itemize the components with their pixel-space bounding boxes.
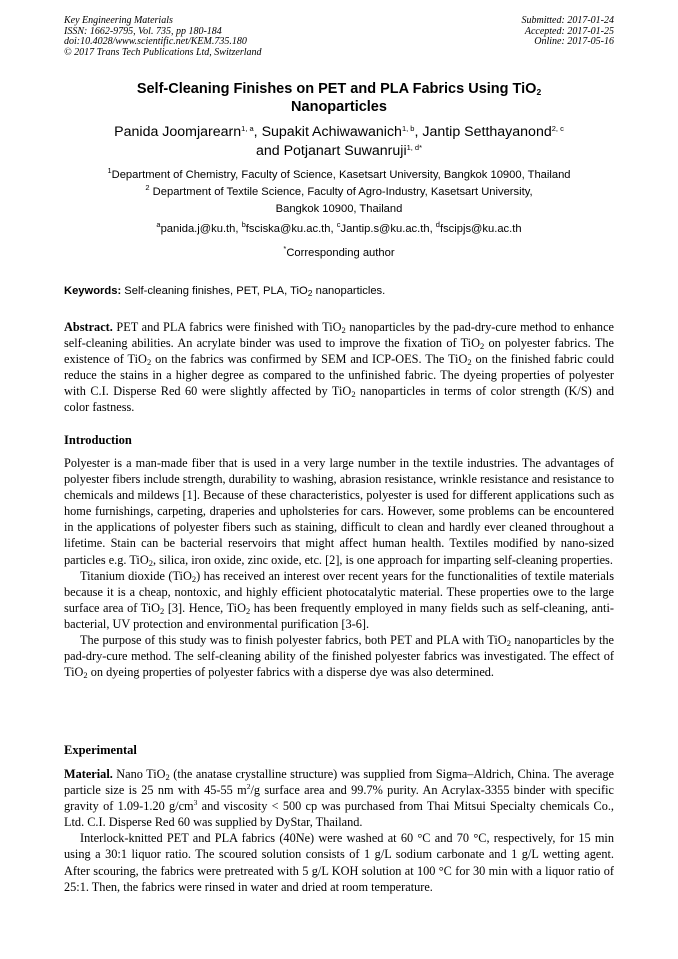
paragraph: Titanium dioxide (TiO$_2$) has received an interest over recent years for the functionalities of textile materials because it is a cheap, nontoxic, and highly efficient photocatalytic material. These properties owe to the large surface area of TiO$_2$ [3]. Hence, TiO$_2$ has been frequently employed in many fields such as self-cleaning, anti-bacterial, UV protection and environmental purification [3-6].: [64, 568, 614, 631]
section-heading-introduction: Introduction: [64, 433, 132, 447]
affiliation-1: $^1$Department of Chemistry, Faculty of Science, Kasetsart University, Bangkok 10900, Thailand: [107, 166, 571, 181]
accepted-date: Accepted: 2017-01-25: [524, 25, 614, 37]
author: and Potjanart Suwanruji: [255, 143, 407, 159]
material-label: Material.: [64, 767, 113, 781]
journal-info: [64, 16, 262, 58]
journal-name: Key Engineering Materials: [64, 15, 173, 26]
issn: ISSN: 1662-9795, Vol. 735, pp 180-184: [64, 25, 222, 37]
affiliation-2: $^2$ Department of Textile Science, Faculty of Agro-Industry, Kasetsart University, Bangkok 10900, Thailand: [145, 183, 533, 215]
paragraph: The purpose of this study was to finish polyester fabrics, both PET and PLA with TiO$_2$ nanoparticles by the pad-dry-cure method. The self-cleaning ability of the finished polyester fabrics was investigated. The effect of TiO$_2$ on dyeing properties of polyester fabrics with a disperse dye was also determined.: [64, 633, 614, 681]
abstract-label: Abstract.: [64, 320, 113, 334]
introduction-section: [64, 455, 614, 680]
email-link: fscipjs@ku.ac.th: [439, 223, 522, 235]
paper-title: Self-Cleaning Finishes on PET and PLA Fabrics Using TiO$_2$ Nanoparticles: [136, 81, 542, 115]
submitted-date: Submitted: 2017-01-24: [521, 15, 614, 26]
email-link: Jantip.s@ku.ac.th,: [340, 223, 436, 235]
abstract: Abstract. PET and PLA fabrics were finished with TiO$_2$ nanoparticles by the pad-dry-cure method to enhance self-cleaning abilities. An acrylate binder was used to improve the fixation of TiO$_2$ on polyester fabrics. The existence of TiO$_2$ on the fabrics was confirmed by SEM and ICP-OES. The TiO$_2$ on the finished fabric could reduce the stains in a higher degree as compared to the unfinished fabric. The dyeing properties of polyester with C.I. Disperse Red 60 were slightly affected by TiO$_2$ nanoparticles in terms of color strength (K/S) and color fastness.: [64, 320, 614, 415]
corresponding-author: *Corresponding author: [283, 244, 395, 259]
keywords-label: Keywords:: [64, 285, 122, 297]
author: Jantip Setthayanond: [422, 124, 552, 140]
author: Supakit Achiwawanich: [261, 124, 402, 140]
publication-dates: [522, 16, 615, 48]
author-list: Panida Joomjarearn$^{1, a}$, Supakit Achiwawanich$^{1, b}$, Jantip Setthayanond$^{2, c}$ and Potjanart Suwanruji$^{1, d*}$: [114, 124, 564, 159]
paragraph: Material. Nano TiO$_2$ (the anatase crystalline structure) was supplied from Sigma–Aldrich, China. The average particle size is 25 nm with 45-55 $m^2/g$ surface area and 99.7% purity. An Acrylax-3355 binder with specific gravity of 1.09-1.20 $g/cm^3$ and viscosity < 500 cp was purchased from Thai Mitsui Specialty chemicals Co., Ltd. C.I. Disperse Red 60 was supplied by DyStar, Thailand.: [64, 767, 614, 830]
section-heading-experimental: Experimental: [64, 743, 137, 757]
paragraph: Polyester is a man-made fiber that is used in a very large number in the textile industries. The advantages of polyester fibers include strength, durability to washing, abrasion resistance, wrinkle resistance and resistance to chemicals and mildews [1]. Because of these characteristics, polyester is used for different applications such as home furnishings, carpeting, draperies and upholsteries for cars. However, some problems can be encountered in the applications of polyester fibers such as staining, difficult to clean and hardly ever cleaned throughout a lifetime. Stain can be bacterial reservoirs that might affect human health. Textiles modified by nano-sized particles e.g. TiO$_2$, silica, iron oxide, zinc oxide, etc. [2], is one approach for imparting self-cleaning properties.: [64, 456, 614, 568]
copyright: © 2017 Trans Tech Publications Ltd, Switzerland: [64, 46, 262, 58]
online-date: Online: 2017-05-16: [534, 36, 614, 48]
email-link: panida.j@ku.th,: [160, 223, 242, 235]
doi: doi:10.4028/www.scientific.net/KEM.735.180: [64, 36, 247, 48]
experimental-section: [64, 766, 614, 895]
paragraph: Interlock-knitted PET and PLA fabrics (40Ne) were washed at 60 °C and 70 °C, respectively, for 15 min using a 30:1 liquor ratio. The scoured solution consists of 1 g/L sodium carbonate and 1 g/L wetting agent. After scouring, the fabrics were pretreated with 5 g/L KOH solution at 100 °C for 30 min with a liquor ratio of 25:1. Then, the fabrics were rinsed in water and dried at room temperature.: [64, 831, 614, 894]
keywords: Keywords: Self-cleaning finishes, PET, PLA, TiO$_2$ nanoparticles.: [64, 285, 386, 298]
email-link: fsciska@ku.ac.th,: [245, 223, 337, 235]
author: Panida Joomjarearn: [114, 124, 242, 140]
author-emails: $^a$panida.j@ku.th, $^b$fsciska@ku.ac.th, $^c$Jantip.s@ku.ac.th, $^d$fscipjs@ku.ac.th: [156, 220, 522, 235]
